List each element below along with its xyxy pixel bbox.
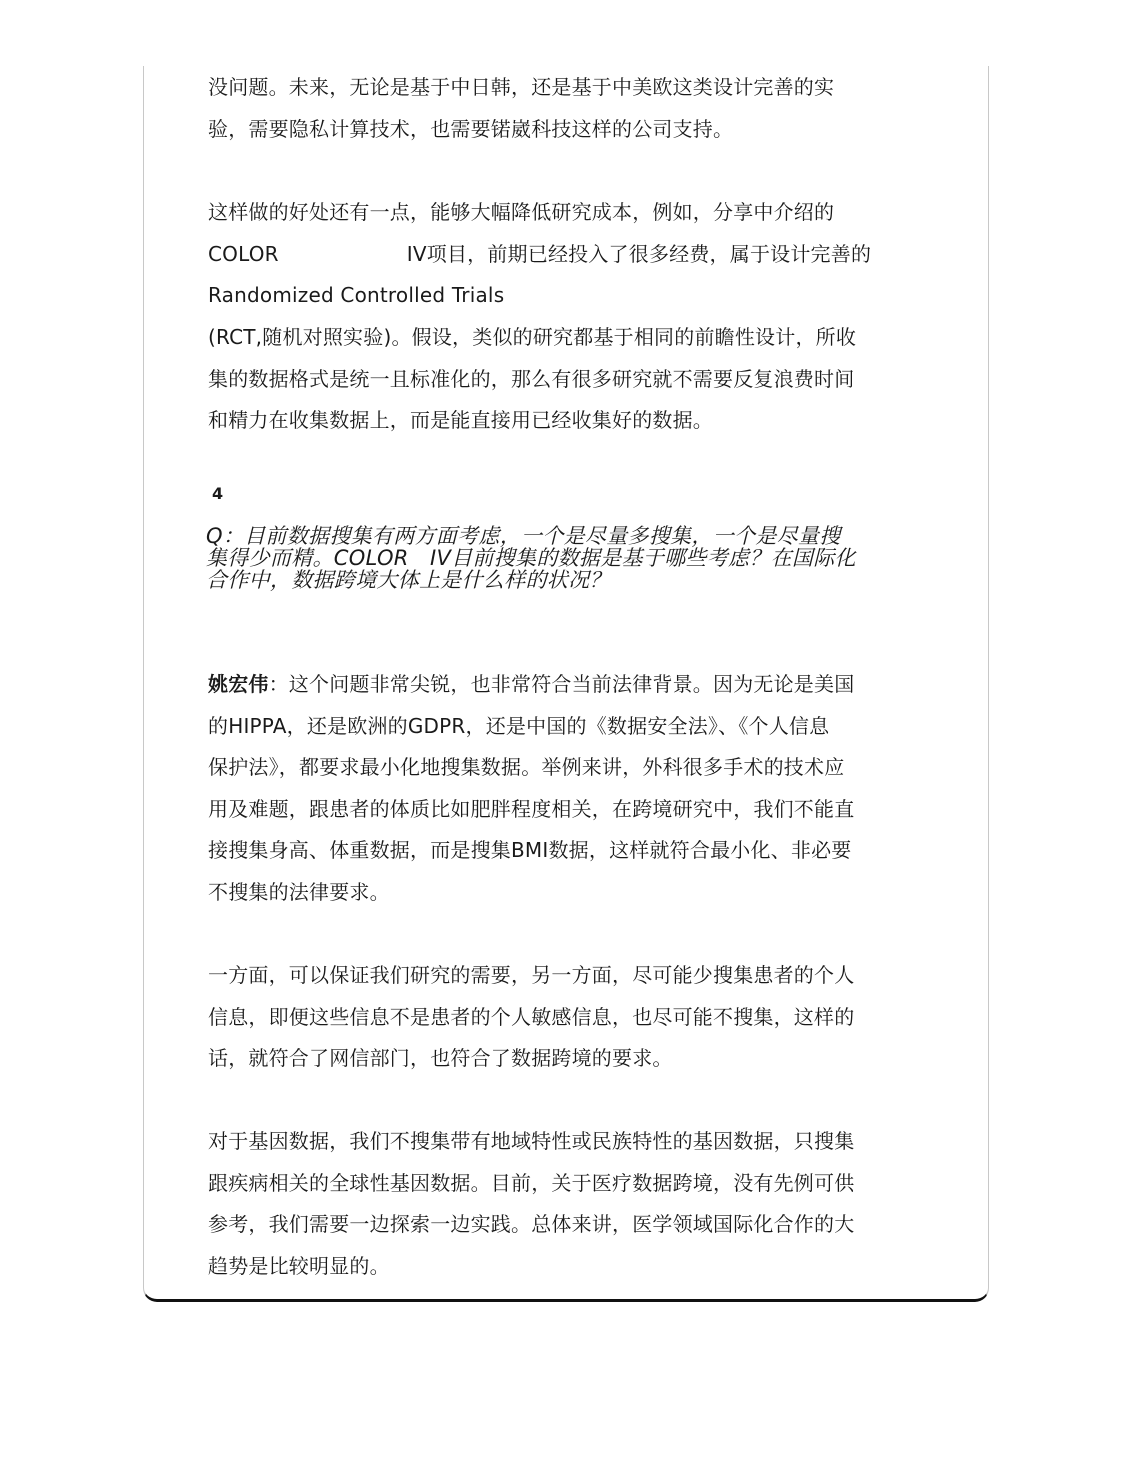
text-line: 话，就符合了网信部门，也符合了数据跨境的要求。 (208, 1046, 673, 1071)
answer-block (208, 664, 930, 914)
text-line: 跟疾病相关的全球性基因数据。目前，关于医疗数据跨境，没有先例可供 (208, 1170, 855, 1195)
text-line: 信息，即便这些信息不是患者的个人敏感信息，也尽可能不搜集，这样的 (208, 1004, 855, 1029)
text-line-color-project (208, 234, 930, 276)
text-line: 保护法》，都要求最小化地搜集数据。举例来讲，外科很多手术的技术应 (208, 755, 845, 780)
text-line: 没问题。未来，无论是基于中日韩，还是基于中美欧这类设计完善的实 (208, 75, 835, 99)
question-block (206, 525, 936, 591)
color-rest: IV项目，前期已经投入了很多经费，属于设计完善的 (406, 241, 872, 266)
paragraph-minimization (208, 955, 930, 1080)
text-line: Randomized Controlled Trials (208, 283, 505, 307)
text-line: 用及难题，跟患者的体质比如肥胖程度相关，在跨境研究中，我们不能直 (208, 796, 855, 821)
text-line: 一方面，可以保证我们研究的需要，另一方面，尽可能少搜集患者的个人 (208, 963, 855, 987)
question-line: 合作中，数据跨境大体上是什么样的状况？ (206, 568, 611, 592)
text-line: (RCT,随机对照实验)。假设，类似的研究都基于相同的前瞻性设计，所收 (208, 325, 857, 349)
color-word: COLOR (208, 241, 279, 266)
text-line: 参考，我们需要一边探索一边实践。总体来讲，医学领域国际化合作的大 (208, 1212, 855, 1237)
text-line: 集的数据格式是统一且标准化的，那么有很多研究就不需要反复浪费时间 (208, 366, 855, 391)
speaker-name: 姚宏伟 (208, 672, 269, 696)
text-line: 和精力在收集数据上，而是能直接用已经收集好的数据。 (208, 408, 713, 433)
text-line: 趋势是比较明显的。 (208, 1253, 390, 1278)
question-line: 集得少而精。COLOR IV目前搜集的数据是基于哪些考虑？在国际化 (206, 546, 856, 570)
answer-first-line-text: ：这个问题非常尖锐，也非常符合当前法律背景。因为无论是美国 (268, 672, 855, 696)
text-line: 对于基因数据，我们不搜集带有地域特性或民族特性的基因数据，只搜集 (208, 1129, 855, 1153)
question-line: Q：目前数据搜集有两方面考虑，一个是尽量多搜集，一个是尽量搜 (206, 524, 841, 548)
text-line: 的HIPPA，还是欧洲的GDPR，还是中国的《数据安全法》、《个人信息 (208, 713, 830, 738)
text-line: 不搜集的法律要求。 (208, 879, 390, 904)
section-number: 4 (212, 484, 224, 503)
paragraph-rct-explanation (208, 317, 930, 442)
paragraph-privacy-computing (208, 67, 930, 150)
paragraph-cost-reduction (208, 192, 930, 275)
text-line: 这样做的好处还有一点，能够大幅降低研究成本，例如，分享中介绍的 (208, 200, 835, 224)
paragraph-rct-term (208, 275, 930, 317)
answer-first-line (208, 664, 930, 706)
text-line: 接搜集身高、体重数据，而是搜集BMI数据，这样就符合最小化、非必要 (208, 838, 852, 863)
paragraph-genetic-data (208, 1121, 930, 1287)
text-line: 验，需要隐私计算技术，也需要锘崴科技这样的公司支持。 (208, 116, 734, 141)
